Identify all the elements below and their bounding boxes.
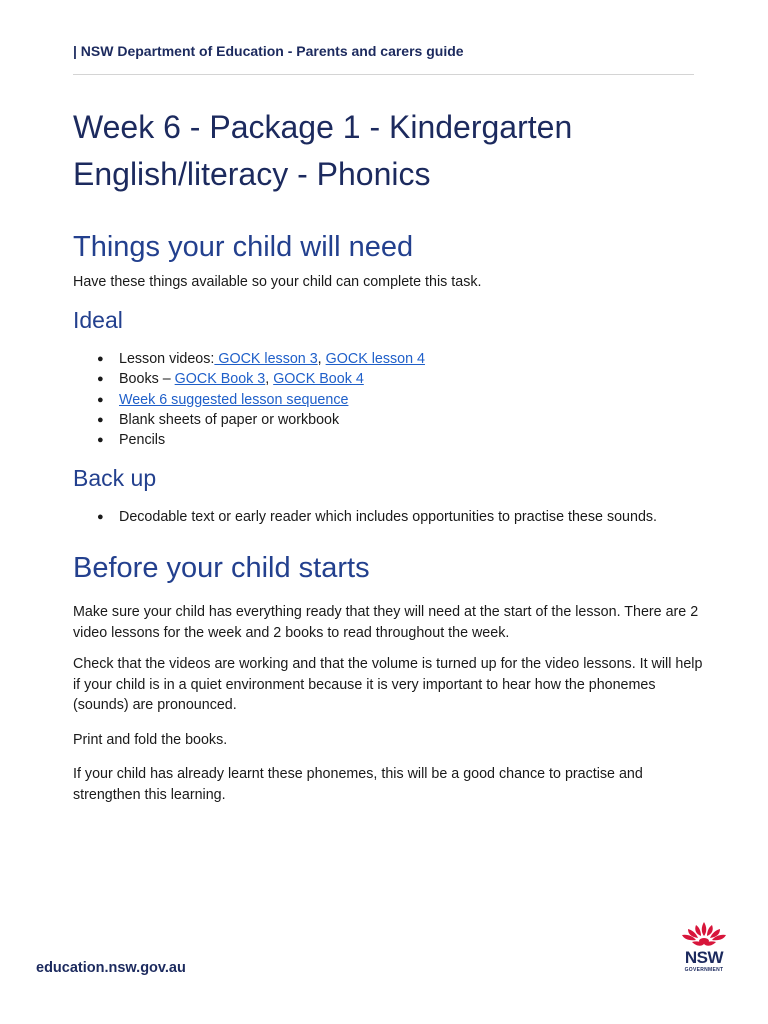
lesson-sequence-link[interactable]: Week 6 suggested lesson sequence (119, 391, 349, 408)
list-item-pencils (73, 430, 673, 450)
before-paragraph-2: Check that the videos are working and that the volume is turned up for the video lessons. It will help if your child is in a quiet environment because it is very important to hear how the phonemes (sounds) are pronounced. (73, 656, 703, 713)
nsw-waratah-logo-icon (672, 920, 736, 950)
things-intro: Have these things available so your child can complete this task. (73, 274, 482, 290)
bullet-dot-icon: ● (97, 434, 104, 447)
things-heading: Things your child will need (73, 231, 414, 263)
nsw-government-logo (672, 920, 736, 980)
before-paragraph-4: If your child has already learnt these phonemes, this will be a good chance to practise and strengthen this learning. (73, 766, 643, 803)
books-separator: , (265, 371, 274, 388)
before-heading: Before your child starts (73, 552, 370, 584)
logo-subtext: GOVERNMENT (684, 967, 724, 973)
gock-book-4-link[interactable]: GOCK Book 4 (273, 371, 364, 388)
before-paragraph-3: Print and fold the books. (73, 732, 228, 748)
lesson-videos-label: Lesson videos: (119, 351, 215, 367)
paper-text: Blank sheets of paper or workbook (119, 411, 340, 428)
list-item-lesson-videos (73, 349, 673, 369)
bullet-dot-icon: ● (97, 511, 104, 523)
list-item-lesson-sequence (73, 390, 673, 410)
backup-heading: Back up (73, 465, 157, 491)
pencils-text: Pencils (119, 432, 166, 449)
backup-list (73, 507, 663, 527)
list-item-books (73, 369, 673, 389)
page-title-line-1: Week 6 - Package 1 - Kindergarten (73, 109, 573, 145)
gock-lesson-3-link[interactable]: GOCK lesson 3 (214, 351, 318, 367)
footer-url: education.nsw.gov.au (36, 960, 186, 976)
gock-book-3-link[interactable]: GOCK Book 3 (174, 371, 266, 388)
before-paragraph-1: Make sure your child has everything ready that they will need at the start of the lesson. There are 2 video lessons for the week and 2 books to read throughout the week. (73, 604, 699, 641)
ideal-heading: Ideal (73, 307, 123, 333)
document-header: | NSW Department of Education - Parents and carers guide (73, 43, 464, 59)
logo-wordmark: NSW (684, 948, 724, 967)
ideal-list (73, 349, 673, 450)
header-divider (73, 74, 694, 75)
gock-lesson-4-link[interactable]: GOCK lesson 4 (325, 351, 425, 367)
bullet-dot-icon: ● (97, 393, 104, 406)
bullet-dot-icon: ● (97, 413, 104, 426)
page-title-line-2: English/literacy - Phonics (73, 156, 431, 192)
books-label: Books – (119, 371, 175, 388)
list-item-paper (73, 410, 673, 430)
decodable-text: Decodable text or early reader which includes opportunities to practise these sounds. (119, 509, 658, 525)
list-item-decodable-text (73, 507, 663, 527)
page-title (73, 104, 713, 198)
lesson-videos-separator: , (317, 351, 326, 367)
bullet-dot-icon: ● (97, 373, 104, 386)
bullet-dot-icon: ● (97, 353, 104, 365)
